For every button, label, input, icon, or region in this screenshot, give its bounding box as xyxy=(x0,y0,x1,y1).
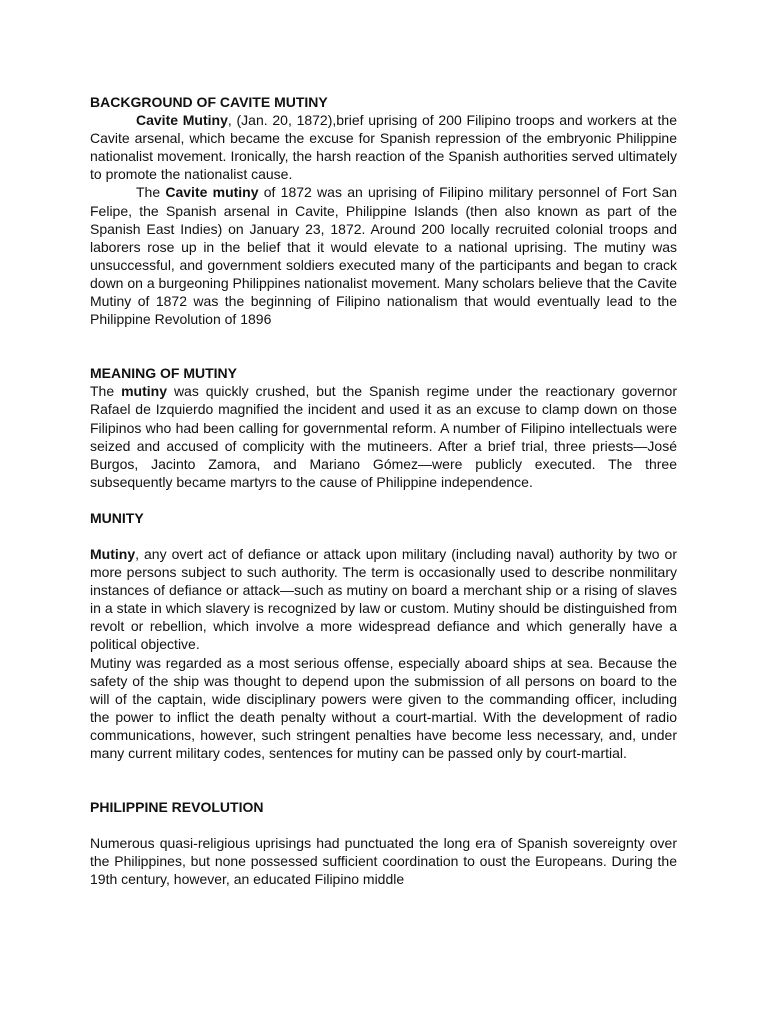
bold-term-mutiny-definition: Mutiny xyxy=(90,545,136,562)
paragraph-meaning-1 xyxy=(90,382,677,491)
paragraph-munity-2: Mutiny was regarded as a most serious offense, especially aboard ships at sea. Because the safety of the ship was thought to depend upon the submission of all persons on board to the will of the captain, wide disciplinary powers were given to the commanding officer, including the power to inflict the death penalty without a court-martial. With the development of radio communications, however, such stringent penalties have become less necessary, and, under many current military codes, sentences for mutiny can be passed only by court-martial. xyxy=(90,654,677,761)
paragraph-lead: The xyxy=(136,184,166,201)
paragraph-text: was quickly crushed, but the Spanish regime under the reactionary governor Rafael de Izquierdo magnified the incident and used it as an excuse to clamp down on those Filipinos who had been calling for governmental reform. A number of Filipino intellectuals were seized and accused of complicity with the mutineers. After a brief trial, three priests—José Burgos, Jacinto Zamora, and Mariano Gómez—were publicly executed. The three subsequently became martyrs to the cause of Philippine independence. xyxy=(90,383,678,490)
section-gap xyxy=(90,762,677,798)
heading-gap xyxy=(90,816,677,834)
paragraph-text: , any overt act of defiance or attack upon military (including naval) authority by two or more persons subject to such authority. The term is occasionally used to describe nonmilitary instances of defiance or attack—such as mutiny on board a merchant ship or a rising of slaves in a state in which slavery is recognized by law or custom. Mutiny should be distinguished from revolt or rebellion, which involve a more widespread defiance and which generally have a political objective. xyxy=(90,545,677,653)
section-gap xyxy=(90,328,677,364)
paragraph-text: , (Jan. 20, 1872),brief uprising of 200 Filipino troops and workers at the Cavite arsenal, which became the excuse for Spanish repression of the embryonic Philippine nationalist movement. Ironically, the harsh reaction of the Spanish authorities served ultimately to promote the nationalist cause. xyxy=(90,112,677,183)
section-heading-meaning: MEANING OF MUTINY xyxy=(90,365,237,382)
bold-term-cavite-mutiny-lower: Cavite mutiny xyxy=(165,184,259,201)
paragraph-lead: The xyxy=(90,383,122,400)
paragraph-munity-1 xyxy=(90,545,677,654)
paragraph-revolution-1: Numerous quasi-religious uprisings had punctuated the long era of Spanish sovereignty over the Philippines, but none possessed sufficient coordination to oust the Europeans. During the 19th century, however, an educated Filipino middle xyxy=(90,835,677,888)
bold-term-cavite-mutiny: Cavite Mutiny xyxy=(136,112,228,129)
bold-term-mutiny: mutiny xyxy=(121,383,167,400)
section-heading-munity: MUNITY xyxy=(90,509,144,526)
section-gap xyxy=(90,491,677,509)
paragraph-background-2 xyxy=(90,183,677,328)
paragraph-text: of 1872 was an uprising of Filipino military personnel of Fort San Felipe, the Spanish arsenal in Cavite, Philippine Islands (then also known as part of the Spanish East Indies) on January 23, 1872. Around 200 locally recruited colonial troops and laborers rose up in the belief that it would elevate to a national uprising. The mutiny was unsuccessful, and government soldiers executed many of the participants and began to crack down on a burgeoning Philippines nationalist movement. Many scholars believe that the Cavite Mutiny of 1872 was the beginning of Filipino nationalism that would eventually lead to the Philippine Revolution of 1896 xyxy=(90,184,677,328)
document-body xyxy=(90,93,677,888)
heading-gap xyxy=(90,527,677,545)
paragraph-background-1 xyxy=(90,111,677,183)
section-heading-background: BACKGROUND OF CAVITE MUTINY xyxy=(90,94,328,110)
section-heading-revolution: PHILIPPINE REVOLUTION xyxy=(90,799,264,816)
